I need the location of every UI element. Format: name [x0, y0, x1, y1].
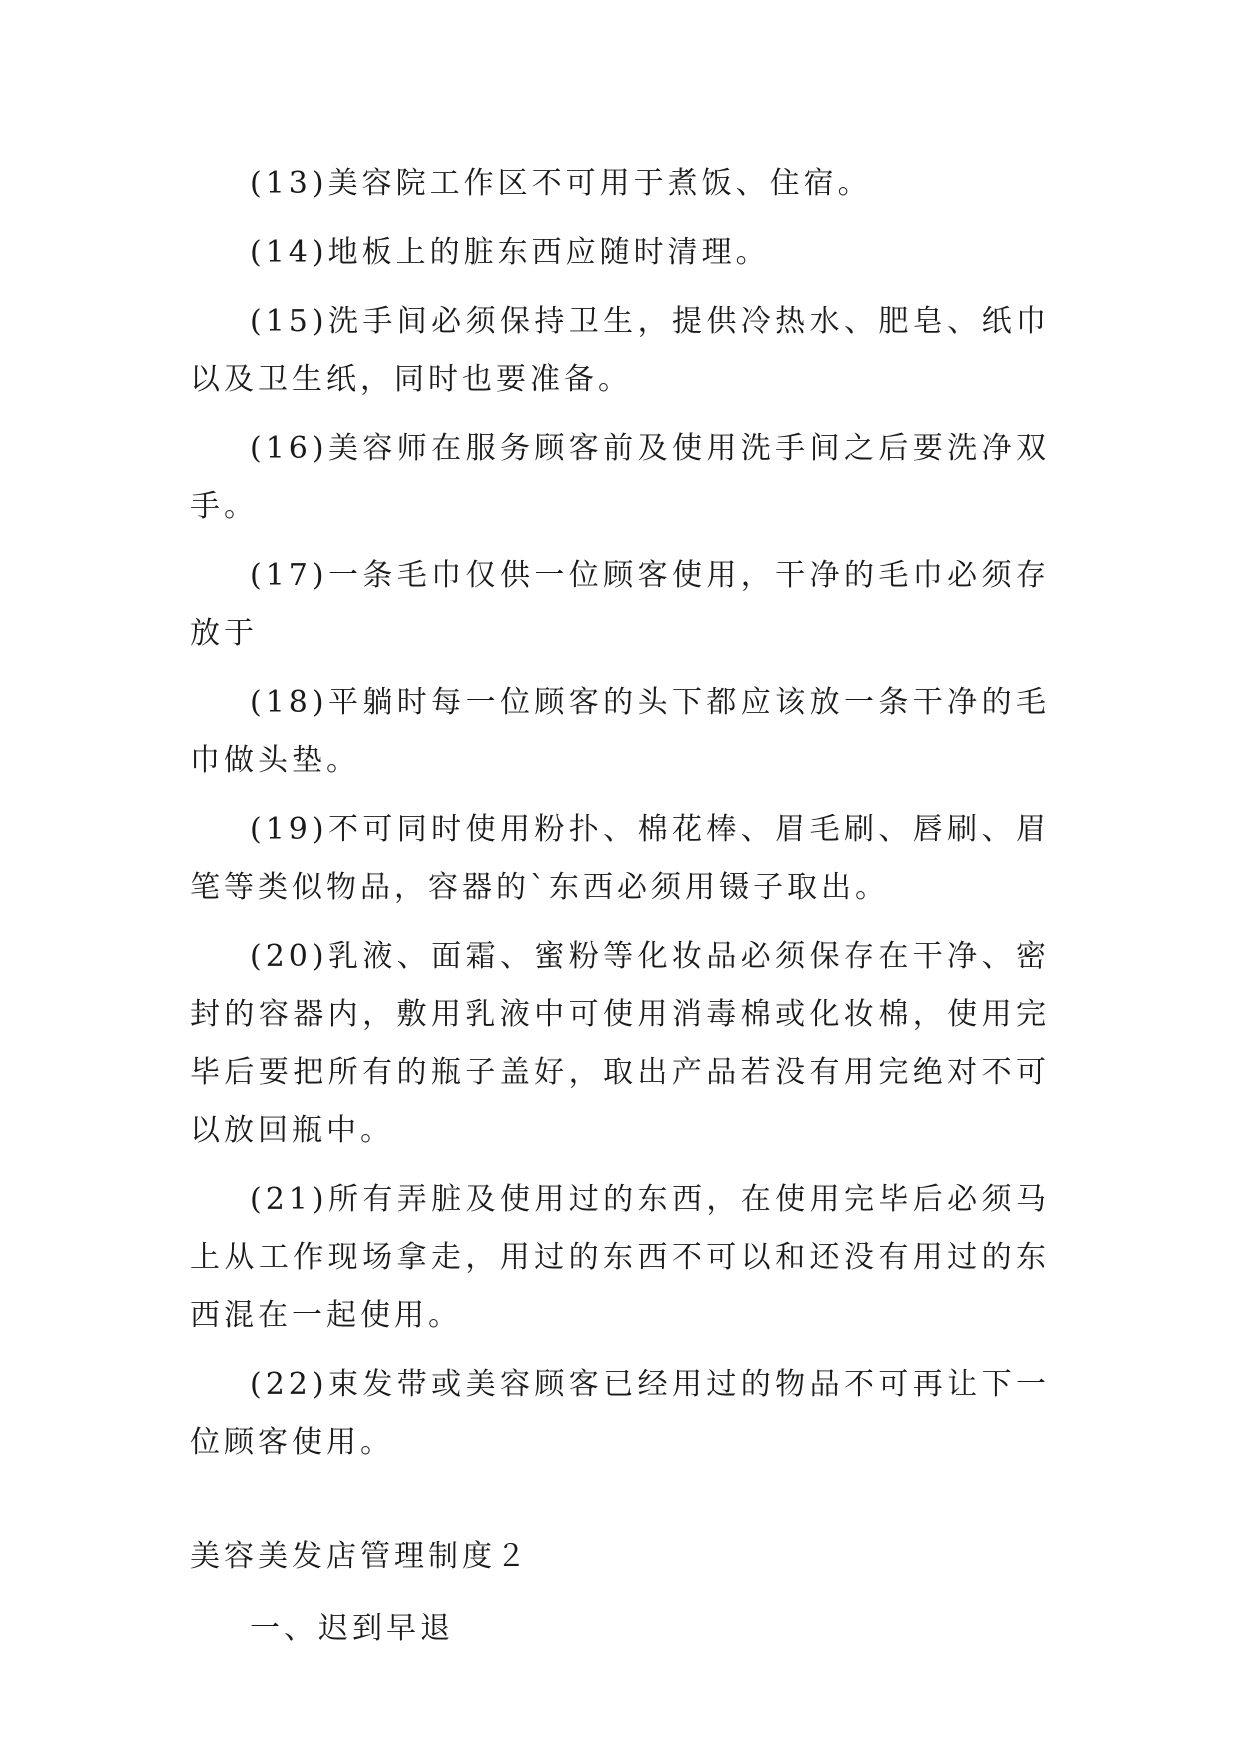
rule-17-paragraph: (17)一条毛巾仅供一位顾客使用，干净的毛巾必须存放于 [190, 558, 1050, 651]
rule-14-paragraph: (14)地板上的脏东西应随时清理。 [250, 235, 770, 270]
rule-13-paragraph: (13)美容院工作区不可用于煮饭、住宿。 [250, 166, 872, 201]
document-body [190, 155, 1050, 1658]
rule-16-paragraph: (16)美容师在服务顾客前及使用洗手间之后要洗净双手。 [190, 431, 1050, 524]
rule-22-paragraph: (22)束发带或美容顾客已经用过的物品不可再让下一位顾客使用。 [190, 1367, 1050, 1460]
section-title: 美容美发店管理制度２ [190, 1539, 530, 1574]
rule-19-paragraph: (19)不可同时使用粉扑、棉花棒、眉毛刷、唇刷、眉笔等类似物品，容器的`东西必须用镊子取出。 [190, 812, 1050, 905]
rule-18-paragraph: (18)平躺时每一位顾客的头下都应该放一条干净的毛巾做头垫。 [190, 685, 1050, 778]
rule-15-paragraph: (15)洗手间必须保持卫生，提供冷热水、肥皂、纸巾以及卫生纸，同时也要准备。 [190, 304, 1050, 397]
rule-20-paragraph: (20)乳液、面霜、蜜粉等化妆品必须保存在干净、密封的容器内，敷用乳液中可使用消毒棉或化妆棉，使用完毕后要把所有的瓶子盖好，取出产品若没有用完绝对不可以放回瓶中。 [190, 939, 1050, 1148]
rule-21-paragraph: (21)所有弄脏及使用过的东西，在使用完毕后必须马上从工作现场拿走，用过的东西不可以和还没有用过的东西混在一起使用。 [190, 1182, 1050, 1333]
subsection-title: 一、迟到早退 [250, 1611, 454, 1646]
